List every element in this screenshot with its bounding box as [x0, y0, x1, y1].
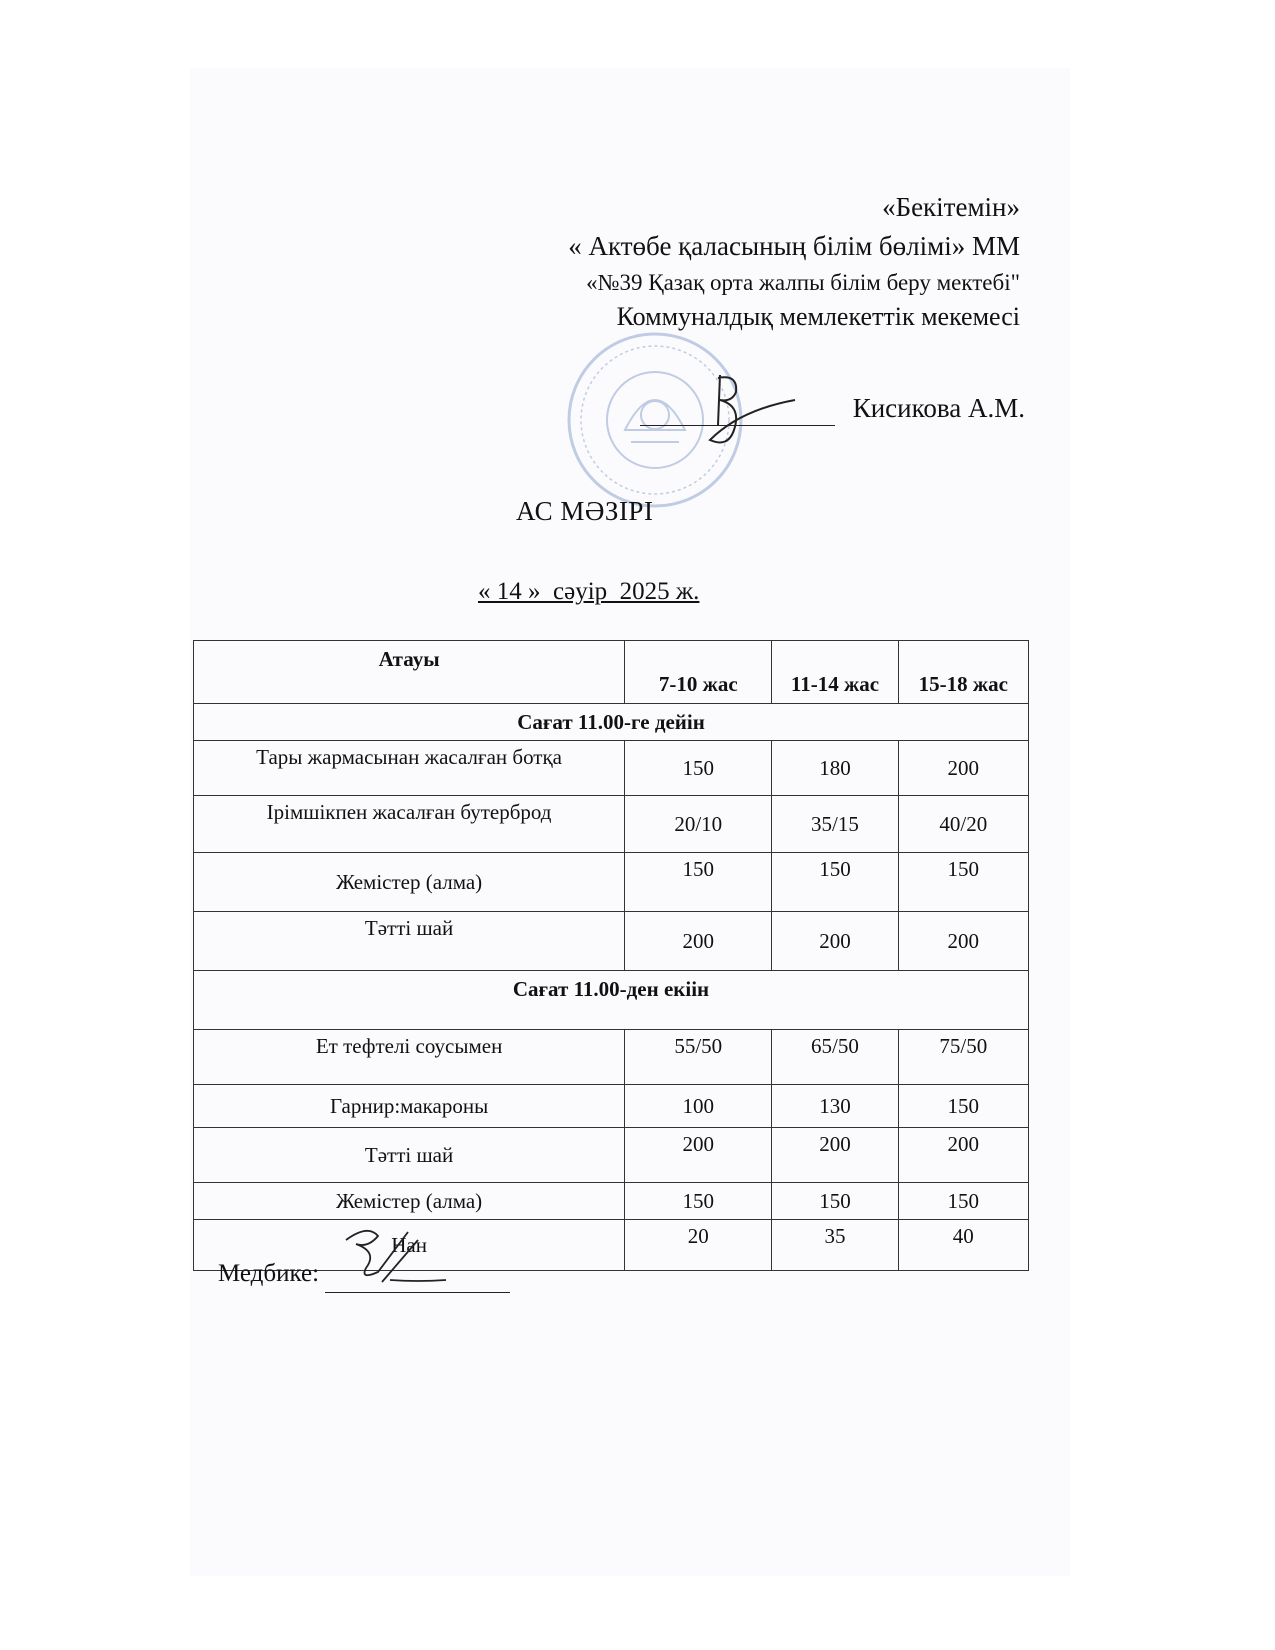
portion-7-10: 150: [625, 853, 772, 912]
dish-name: Тәтті шай: [194, 1128, 625, 1183]
portion-7-10: 20/10: [625, 796, 772, 853]
section-row-after-11: [194, 971, 1029, 1030]
table-row: [194, 796, 1029, 853]
portion-11-14: 180: [772, 741, 898, 796]
section-label: Сағат 11.00-ге дейін: [194, 704, 1029, 741]
column-header-11-14: 11-14 жас: [772, 641, 898, 704]
portion-11-14: 200: [772, 912, 898, 971]
approval-heading: «Бекітемін»: [882, 192, 1020, 222]
table-header-row: [194, 641, 1029, 704]
dish-name: Тары жармасынан жасалған ботқа: [194, 741, 625, 796]
dish-name: Ірімшікпен жасалған бутерброд: [194, 796, 625, 853]
column-header-15-18: 15-18 жас: [898, 641, 1028, 704]
portion-7-10: 100: [625, 1085, 772, 1128]
portion-11-14: 35/15: [772, 796, 898, 853]
document-title: АС МӘЗІРІ: [516, 496, 654, 526]
column-header-name: Атауы: [194, 641, 625, 704]
column-header-7-10: 7-10 жас: [625, 641, 772, 704]
portion-15-18: 200: [898, 912, 1028, 971]
nurse-label: Медбике:: [218, 1260, 320, 1287]
section-row-before-11: [194, 704, 1029, 741]
portion-15-18: 150: [898, 1183, 1028, 1220]
portion-11-14: 150: [772, 1183, 898, 1220]
portion-15-18: 40/20: [898, 796, 1028, 853]
table-row: [194, 853, 1029, 912]
dish-name: Гарнир:макароны: [194, 1085, 625, 1128]
table-row: [194, 741, 1029, 796]
dish-name: Тәтті шай: [194, 912, 625, 971]
approval-block: [400, 190, 1020, 334]
portion-15-18: 200: [898, 741, 1028, 796]
nurse-signature-line: [325, 1292, 510, 1293]
portion-11-14: 150: [772, 853, 898, 912]
table-row: [194, 1183, 1029, 1220]
portion-7-10: 55/50: [625, 1030, 772, 1085]
dish-name: Жемістер (алма): [194, 1183, 625, 1220]
dish-name: Ет тефтелі соусымен: [194, 1030, 625, 1085]
portion-15-18: 150: [898, 1085, 1028, 1128]
nurse-signature: [338, 1222, 448, 1292]
director-signature-row: [640, 385, 1025, 430]
signature-line: [640, 425, 835, 426]
portion-15-18: 150: [898, 853, 1028, 912]
portion-11-14: 35: [772, 1220, 898, 1271]
table-row: [194, 1085, 1029, 1128]
portion-7-10: 200: [625, 912, 772, 971]
portion-11-14: 200: [772, 1128, 898, 1183]
portion-15-18: 40: [898, 1220, 1028, 1271]
menu-table: [193, 640, 1029, 1271]
portion-7-10: 20: [625, 1220, 772, 1271]
portion-7-10: 200: [625, 1128, 772, 1183]
portion-11-14: 65/50: [772, 1030, 898, 1085]
dish-name: Жемістер (алма): [194, 853, 625, 912]
approval-institution: Коммуналдық мемлекеттік мекемесі: [616, 302, 1020, 332]
portion-15-18: 200: [898, 1128, 1028, 1183]
approval-school: «№39 Қазақ орта жалпы білім беру мектебі": [586, 270, 1020, 296]
approval-department: « Актөбе қаласының білім бөлімі» ММ: [568, 231, 1020, 262]
document-date: « 14 » сәуір 2025 ж.: [478, 578, 700, 605]
section-label: Сағат 11.00-ден екіін: [194, 971, 1029, 1030]
dish-name: Нан: [194, 1220, 625, 1271]
table-row: [194, 1030, 1029, 1085]
table-row: [194, 1128, 1029, 1183]
portion-7-10: 150: [625, 741, 772, 796]
table-row: [194, 912, 1029, 971]
signer-name: Кисикова А.М.: [852, 393, 1025, 423]
portion-11-14: 130: [772, 1085, 898, 1128]
portion-15-18: 75/50: [898, 1030, 1028, 1085]
portion-7-10: 150: [625, 1183, 772, 1220]
